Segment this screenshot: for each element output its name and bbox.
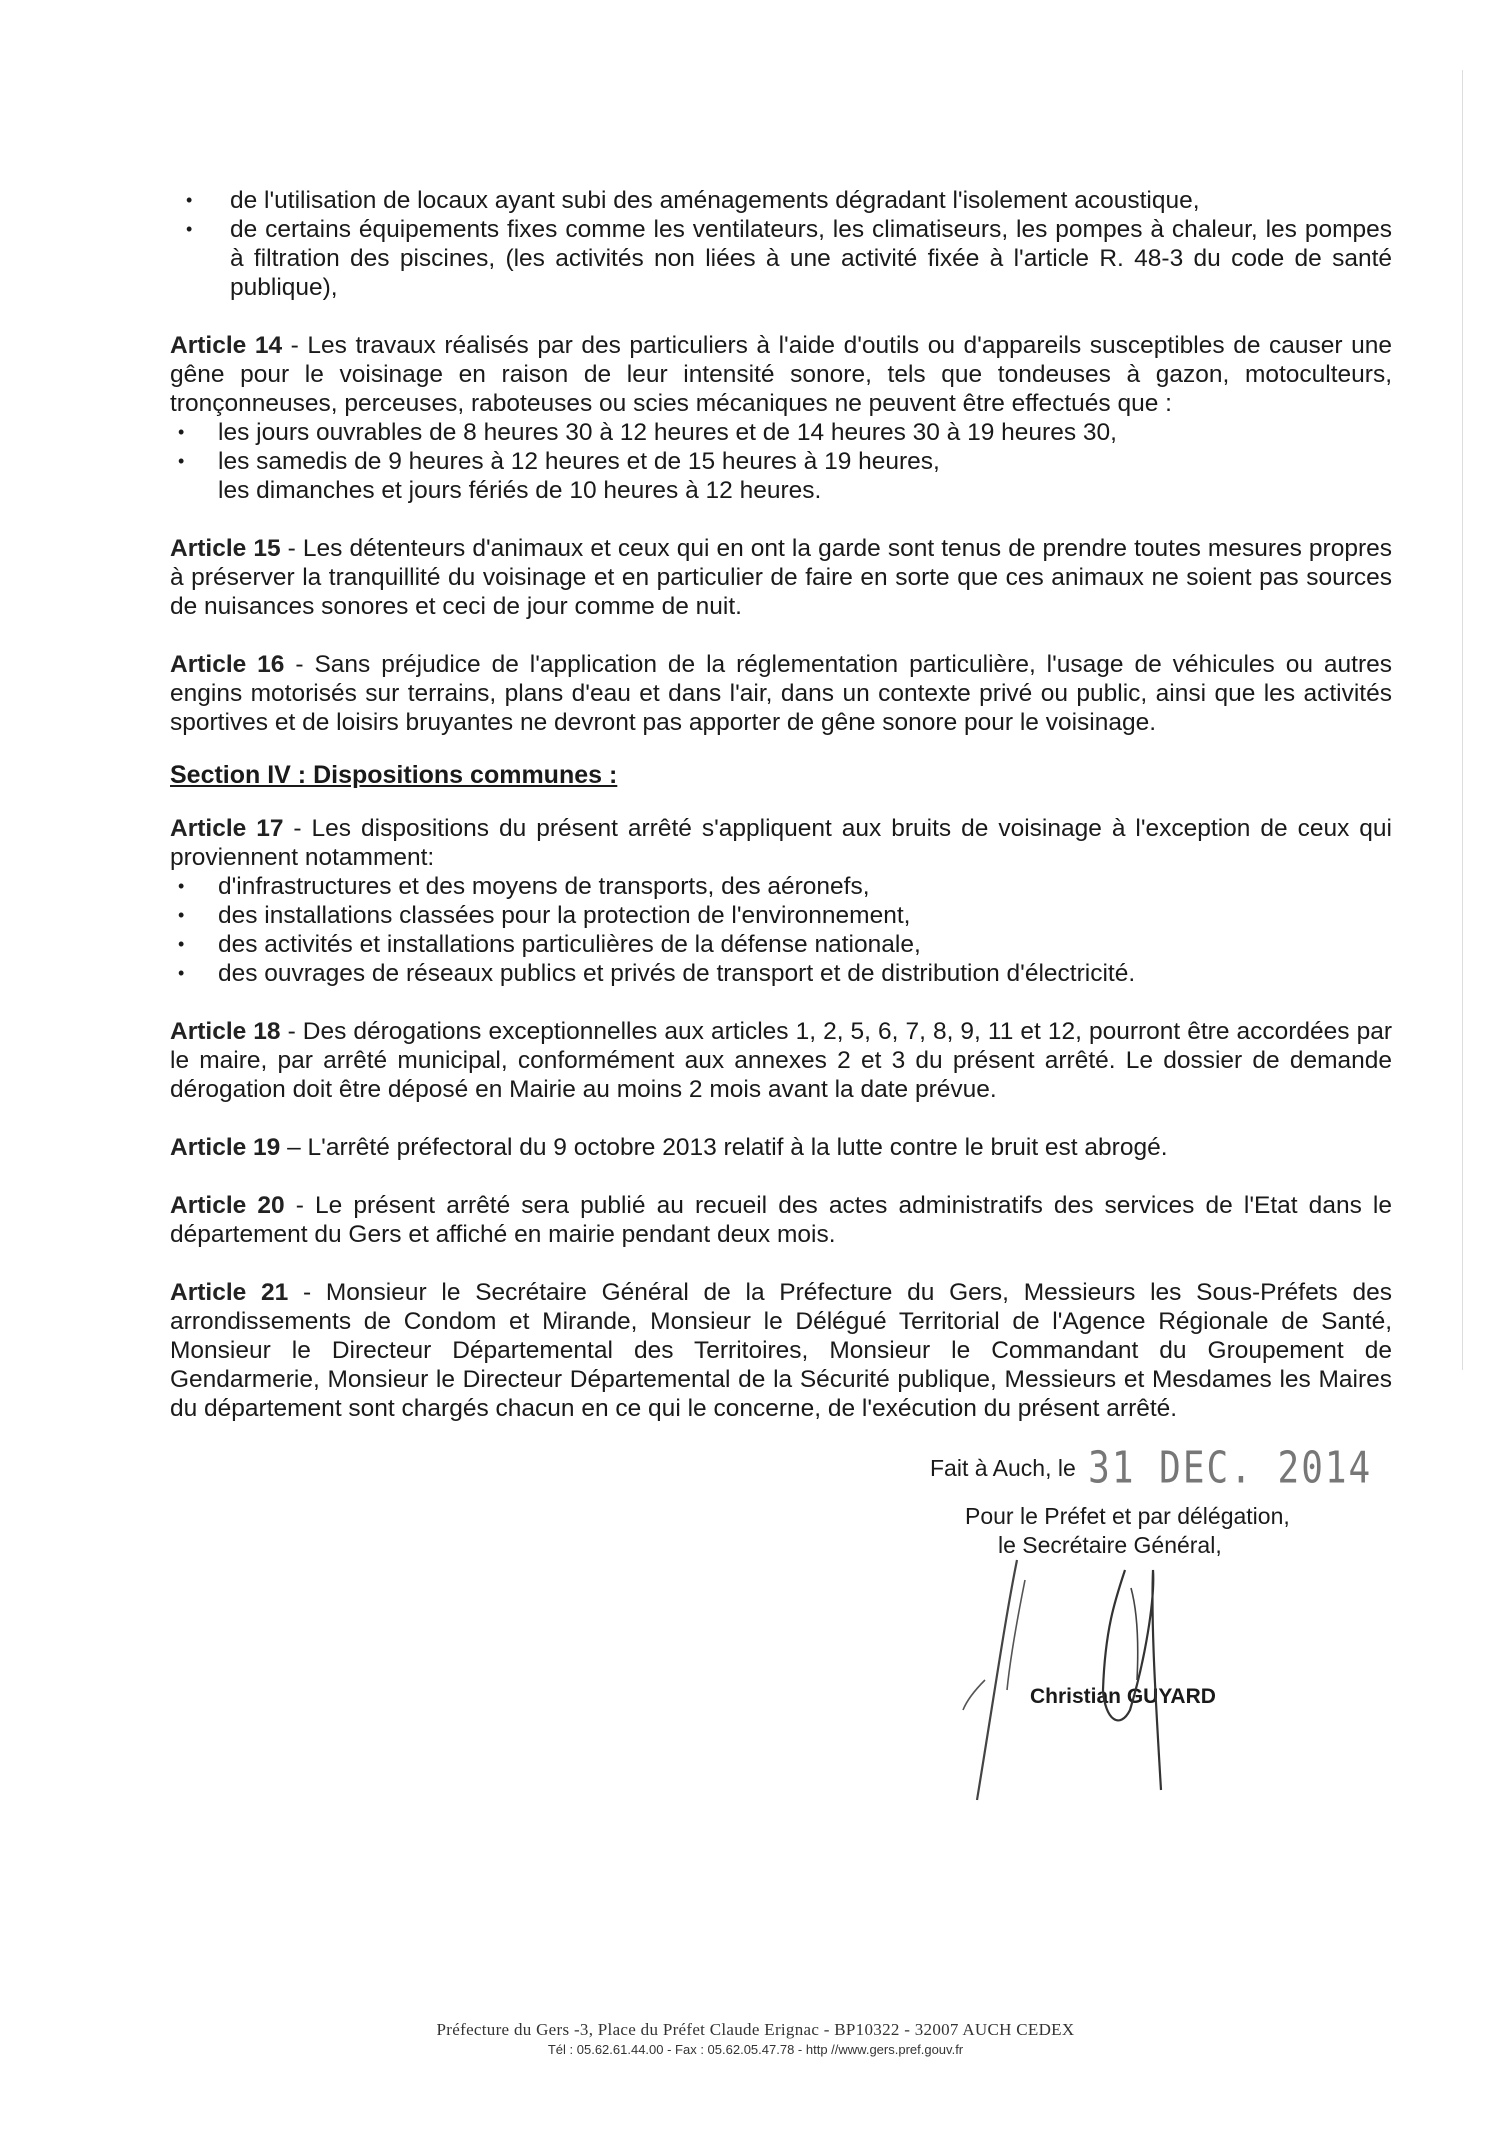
footer-address: Préfecture du Gers -3, Place du Préfet Claude Erignac - BP10322 - 32007 AUCH CEDEX (436, 2020, 1075, 2039)
list-item: • des activités et installations particulières de la défense nationale, (170, 930, 1392, 959)
delegation-line-1: Pour le Préfet et par délégation, (965, 1503, 1290, 1529)
article-19 (170, 1133, 1392, 1162)
article-label: Article 18 (170, 1018, 281, 1045)
document-body (170, 186, 1392, 1423)
intro-bullet-list (178, 186, 1392, 302)
article-17-bullet-list (170, 872, 1392, 988)
article-label: Article 17 (170, 815, 284, 842)
article-label: Article 14 (170, 332, 283, 359)
place-line: Fait à Auch, le (930, 1455, 1076, 1481)
article-text: - Des dérogations exceptionnelles aux articles 1, 2, 5, 6, 7, 8, 9, 11 et 12, pourront être accordées par le maire, par arrêté municipal, conformément aux annexes 2 et 3 du présent arrêté. Le dossier de demande dérogation doit être déposé en Mairie au moins 2 mois avant la date prévue. (170, 1018, 1392, 1103)
article-14-bullet-list (170, 418, 1392, 505)
article-label: Article 19 (170, 1134, 281, 1161)
article-15 (170, 534, 1392, 621)
article-21 (170, 1278, 1392, 1423)
article-label: Article 21 (170, 1279, 289, 1306)
list-item: les dimanches et jours fériés de 10 heures à 12 heures. (218, 477, 822, 504)
delegation-line-2: le Secrétaire Général, (998, 1532, 1222, 1558)
place-date-line (930, 1443, 1373, 1494)
article-text: - Les détenteurs d'animaux et ceux qui en ont la garde sont tenus de prendre toutes mesures propres à préserver la tranquillité du voisinage et en particulier de faire en sorte que ces animaux ne soient pas sources de nuisances sonores et ceci de jour comme de nuit. (170, 535, 1393, 620)
list-item: • les samedis de 9 heures à 12 heures et de 15 heures à 19 heures, (170, 447, 1392, 476)
article-text: - Le présent arrêté sera publié au recueil des actes administratifs des services de l'Etat dans le département du Gers et affiché en mairie pendant deux mois. (170, 1192, 1392, 1248)
list-item: • des ouvrages de réseaux publics et privés de transport et de distribution d'électricité. (170, 959, 1392, 988)
section-title: Section IV : Dispositions communes : (170, 761, 618, 789)
article-label: Article 16 (170, 651, 285, 678)
article-14 (170, 331, 1392, 418)
footer-contact: Tél : 05.62.61.44.00 - Fax : 05.62.05.47.78 - http //www.gers.pref.gouv.fr (547, 2042, 964, 2057)
article-text: - Sans préjudice de l'application de la réglementation particulière, l'usage de véhicules ou autres engins motorisés sur terrains, plans d'eau et dans l'air, dans un contexte privé ou public, ainsi que les activités sportives et de loisirs bruyantes ne devront pas apporter de gêne sonore pour le voisinage. (170, 651, 1392, 736)
article-label: Article 15 (170, 535, 281, 562)
article-text: – L'arrêté préfectoral du 9 octobre 2013 relatif à la lutte contre le bruit est abrogé. (280, 1134, 1168, 1161)
article-20 (170, 1191, 1392, 1249)
article-text: - Les dispositions du présent arrêté s'appliquent aux bruits de voisinage à l'exception de ceux qui proviennent notamment: (170, 815, 1392, 871)
date-stamp: 31 DEC. 2014 (1088, 1443, 1373, 1494)
signatory-name: Christian GUYARD (1030, 1685, 1216, 1708)
article-text: - Les travaux réalisés par des particuliers à l'aide d'outils ou d'appareils susceptibles de causer une gêne pour le voisinage en raison de leur intensité sonore, tels que tondeuses à gazon, motoculteurs, tronçonneuses, perceuses, raboteuses ou scies mécaniques ne peuvent être effectués que : (170, 332, 1393, 417)
list-item: • des installations classées pour la protection de l'environnement, (170, 901, 1392, 930)
list-item: • les jours ouvrables de 8 heures 30 à 12 heures et de 14 heures 30 à 19 heures 30, (170, 418, 1392, 447)
article-label: Article 20 (170, 1192, 285, 1219)
article-17 (170, 814, 1392, 872)
list-item: • de certains équipements fixes comme les ventilateurs, les climatiseurs, les pompes à chaleur, les pompes à filtration des piscines, (les activités non liées à une activité fixée à l'article R. 48-3 du code de santé publique), (178, 215, 1392, 302)
page-edge-line (1462, 70, 1463, 1370)
handwritten-signature-icon (955, 1540, 1235, 1820)
article-16 (170, 650, 1392, 737)
list-item: • d'infrastructures et des moyens de transports, des aéronefs, (170, 872, 1392, 901)
article-18 (170, 1017, 1392, 1104)
list-item: • de l'utilisation de locaux ayant subi des aménagements dégradant l'isolement acoustique, (178, 186, 1392, 215)
article-text: - Monsieur le Secrétaire Général de la Préfecture du Gers, Messieurs les Sous-Préfets des arrondissements de Condom et Mirande, Monsieur le Délégué Territorial de l'Agence Régionale de Santé, Monsieur le Directeur Départemental des Territoires, Monsieur le Commandant du Groupement de Gendarmerie, Monsieur le Directeur Départemental de la Sécurité publique, Messieurs et Mesdames les Maires du département sont chargés chacun en ce qui le concerne, de l'exécution du présent arrêté. (170, 1279, 1392, 1422)
